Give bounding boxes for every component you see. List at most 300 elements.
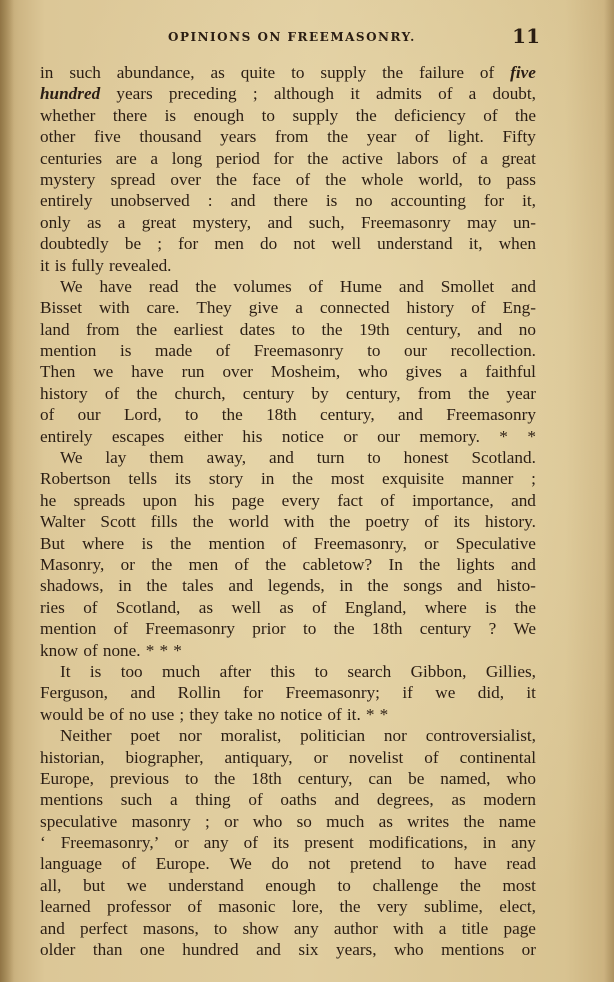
word: masonic	[218, 897, 276, 917]
text-line	[40, 661, 536, 682]
word: only	[40, 212, 71, 232]
word: cabletow?	[302, 554, 373, 574]
word: ;	[205, 811, 210, 831]
word: for	[273, 148, 294, 168]
page-edge-shadow	[604, 0, 614, 982]
word: great	[501, 148, 536, 168]
word: Europe,	[40, 768, 94, 788]
word: face	[252, 169, 281, 189]
word: have	[131, 362, 164, 382]
word: the	[329, 512, 351, 532]
word: degrees,	[376, 790, 434, 810]
word: over	[222, 362, 253, 382]
word: have	[454, 854, 487, 874]
word: search	[347, 661, 392, 681]
word: fact	[337, 490, 363, 510]
word: is	[485, 597, 497, 617]
word: none.	[102, 640, 141, 660]
word: long	[171, 148, 203, 168]
word: the	[151, 554, 173, 574]
word: ries	[40, 597, 65, 617]
text-line	[40, 725, 536, 746]
word: know	[40, 640, 79, 660]
word: named,	[440, 768, 491, 788]
word: his	[242, 426, 263, 446]
word: of	[312, 597, 327, 617]
text-line	[40, 126, 536, 147]
word: nor	[178, 726, 202, 746]
text-line	[40, 832, 536, 853]
word: hundred	[182, 940, 239, 960]
text-line	[40, 939, 536, 960]
word: and	[511, 490, 536, 510]
word: England,	[344, 597, 407, 617]
word: masons,	[142, 918, 199, 938]
word: in	[40, 63, 54, 82]
page-number: 11	[512, 24, 540, 48]
word: take	[224, 704, 253, 724]
text-line	[40, 554, 536, 575]
word: doubtedly	[40, 234, 109, 254]
word: with	[99, 298, 130, 318]
word: name	[498, 811, 536, 831]
word: of	[113, 619, 128, 639]
word: the	[214, 768, 236, 788]
word: well	[231, 597, 262, 617]
word: them	[149, 448, 184, 468]
word: the	[192, 512, 214, 532]
word: in	[482, 833, 497, 853]
word: in	[118, 576, 132, 596]
word: or	[120, 554, 135, 574]
word: do	[271, 854, 289, 874]
word: the	[325, 169, 347, 189]
word: of	[215, 341, 231, 361]
word: the	[136, 383, 158, 403]
word: mention	[208, 533, 265, 553]
word: entirely	[40, 191, 93, 211]
word: than	[92, 940, 123, 960]
word: mystery	[40, 169, 96, 189]
word: be	[408, 768, 425, 788]
word: whether	[40, 105, 96, 125]
word: *	[365, 704, 375, 724]
word: well	[331, 234, 362, 254]
word: as	[279, 597, 294, 617]
word: poetry	[365, 512, 410, 532]
word: or	[343, 426, 358, 446]
word: pretend	[349, 854, 402, 874]
word: his	[194, 490, 215, 510]
word: the	[292, 469, 314, 489]
word: century,	[345, 383, 401, 403]
word: ;	[157, 234, 163, 254]
word: not	[308, 854, 331, 874]
word: and	[130, 683, 156, 703]
word: faithful	[485, 362, 536, 382]
text-line	[40, 190, 536, 211]
word: Gillies,	[485, 661, 536, 681]
word: five	[93, 127, 121, 147]
word: the	[355, 105, 377, 125]
word: We	[60, 448, 83, 468]
word: of	[424, 747, 439, 767]
word: its	[453, 512, 470, 532]
word: language	[40, 854, 103, 874]
word: *	[145, 640, 155, 660]
word: writes	[407, 811, 450, 831]
text-line	[40, 340, 536, 361]
word: of	[83, 597, 98, 617]
word: Hume	[339, 276, 382, 296]
word: year	[366, 127, 397, 147]
word: or	[521, 940, 536, 960]
word: there	[112, 105, 148, 125]
word: of	[83, 640, 98, 660]
word: no	[129, 704, 147, 724]
word: and	[269, 448, 294, 468]
word: either	[183, 426, 223, 446]
word: :	[207, 191, 213, 211]
word: understand	[377, 234, 453, 254]
text-line	[40, 682, 536, 703]
body-text	[40, 62, 536, 960]
word: un-	[513, 212, 536, 232]
text-line	[40, 361, 536, 382]
word: be	[124, 234, 142, 254]
word: enough	[193, 105, 245, 125]
word: land	[40, 319, 70, 339]
word: is	[325, 191, 338, 211]
word: songs	[403, 576, 443, 596]
word: the	[307, 148, 329, 168]
word: and	[511, 554, 536, 574]
word: the	[468, 383, 490, 403]
word: most	[502, 875, 536, 895]
word: nor	[383, 726, 407, 746]
text-line	[40, 490, 536, 511]
word: continental	[459, 747, 536, 767]
word: who	[252, 811, 283, 831]
word: or	[174, 833, 189, 853]
word: although	[273, 84, 335, 104]
word: whole	[361, 169, 404, 189]
text-line	[40, 811, 536, 832]
word: politician	[300, 726, 366, 746]
text-line	[40, 640, 536, 661]
word: year	[506, 383, 536, 403]
word: the	[265, 554, 287, 574]
word: there	[273, 191, 308, 211]
word: of	[40, 405, 55, 425]
text-line	[40, 62, 536, 83]
word: the	[459, 875, 481, 895]
word: give	[248, 298, 279, 318]
word: any	[511, 833, 536, 853]
word: of	[414, 127, 430, 147]
word: page	[231, 490, 265, 510]
word: centuries	[40, 148, 103, 168]
word: mention	[40, 341, 97, 361]
word: volumes	[233, 276, 292, 296]
word: is	[141, 533, 153, 553]
word: a	[459, 362, 468, 382]
word: to	[185, 405, 199, 425]
word: the	[514, 597, 536, 617]
word: any	[203, 833, 229, 853]
word: perfect	[80, 918, 128, 938]
word: to	[302, 619, 317, 639]
word: as	[86, 212, 102, 232]
word: importance,	[412, 490, 494, 510]
word: the	[367, 576, 389, 596]
word: But	[40, 533, 65, 553]
word: lights	[456, 554, 495, 574]
text-line	[40, 148, 536, 169]
word: of	[187, 897, 202, 917]
word: of	[483, 105, 498, 125]
word: of	[295, 169, 311, 189]
word: notice	[281, 426, 324, 446]
word: Mosheim,	[270, 362, 341, 382]
word: who	[394, 940, 424, 960]
text-line	[40, 212, 536, 233]
word: is	[164, 105, 177, 125]
word: Freemasonry,	[313, 533, 407, 553]
word: We	[60, 276, 83, 296]
word: it.	[346, 704, 361, 724]
word: years	[220, 127, 257, 147]
word: can	[368, 768, 393, 788]
word: speculative	[40, 811, 118, 831]
word: to	[184, 768, 199, 788]
word: from	[275, 127, 309, 147]
word: world,	[418, 169, 463, 189]
word: lore,	[292, 897, 324, 917]
word: deficiency	[394, 105, 466, 125]
word: ?	[488, 619, 497, 639]
word: We	[229, 854, 252, 874]
word: story	[208, 469, 244, 489]
word: if	[402, 683, 413, 703]
word: poet	[130, 726, 160, 746]
word: no	[355, 191, 373, 211]
word: and	[267, 212, 293, 232]
word: years	[116, 84, 153, 104]
word: history	[406, 298, 455, 318]
word: and	[398, 405, 423, 425]
word: we	[126, 875, 147, 895]
word: the	[221, 405, 243, 425]
word: manner	[461, 469, 514, 489]
word: to	[291, 63, 305, 82]
word: light.	[447, 127, 484, 147]
word: they	[189, 704, 219, 724]
word: failure	[419, 63, 464, 82]
text-line	[40, 918, 536, 939]
text-line	[40, 255, 536, 276]
word: is	[89, 661, 102, 681]
word: Eng-	[502, 298, 536, 318]
text-line	[40, 511, 536, 532]
word: when	[498, 234, 536, 254]
word: title	[461, 918, 489, 938]
word: recollection.	[450, 341, 536, 361]
word: history	[40, 383, 88, 403]
word: supply	[320, 63, 367, 82]
word: all,	[40, 875, 62, 895]
word: the	[216, 169, 238, 189]
word: made	[155, 341, 193, 361]
word: and	[256, 940, 281, 960]
word: 18th	[266, 405, 297, 425]
text-line	[40, 404, 536, 425]
word: honest	[403, 448, 449, 468]
word: Lord,	[123, 405, 162, 425]
word: ;	[179, 704, 185, 724]
word: with	[393, 918, 424, 938]
word: biographer,	[125, 747, 204, 767]
word: to	[314, 661, 328, 681]
word: after	[219, 661, 252, 681]
word: professor	[107, 897, 172, 917]
word: by	[311, 383, 329, 403]
word: from	[417, 383, 452, 403]
word: 18th	[251, 768, 282, 788]
word: lay	[105, 448, 127, 468]
word: the	[382, 63, 404, 82]
word: mentions	[40, 790, 104, 810]
word: author	[333, 918, 378, 938]
word: the	[333, 619, 355, 639]
word: page	[503, 918, 536, 938]
word: Smollet	[440, 276, 495, 296]
word: of	[471, 298, 486, 318]
word: *	[379, 704, 389, 724]
word: exquisite	[382, 469, 445, 489]
word: preceding	[168, 84, 237, 104]
word: Walter	[40, 512, 86, 532]
word: it,	[522, 191, 536, 211]
word: to	[477, 169, 492, 189]
word: antiquary,	[224, 747, 293, 767]
word: enough	[265, 875, 316, 895]
word: of	[109, 704, 124, 724]
word: gives	[405, 362, 442, 382]
word: too	[120, 661, 143, 681]
word: ‘	[40, 833, 46, 853]
word: *	[527, 426, 536, 446]
page-header	[40, 24, 540, 48]
word: spread	[110, 169, 156, 189]
word: mention	[40, 619, 97, 639]
word: be	[88, 704, 105, 724]
word: doubt,	[492, 84, 536, 104]
word: century,	[406, 319, 461, 339]
word: from	[86, 319, 120, 339]
word: six	[298, 940, 319, 960]
word: for	[243, 683, 264, 703]
word: connected	[319, 298, 390, 318]
word: do	[260, 234, 278, 254]
word: abundance,	[116, 63, 195, 82]
word: or	[313, 747, 328, 767]
word: century	[419, 619, 472, 639]
word: we	[93, 362, 114, 382]
text-line	[40, 169, 536, 190]
word: learned	[40, 897, 91, 917]
text-line	[40, 789, 536, 810]
word: century,	[319, 405, 375, 425]
word: modifications,	[368, 833, 468, 853]
word: Speculative	[455, 533, 536, 553]
word: read	[148, 276, 179, 296]
word: is	[54, 255, 67, 275]
word: this	[270, 661, 296, 681]
word: did,	[477, 683, 504, 703]
word: with	[283, 512, 315, 532]
word: tells	[128, 469, 158, 489]
word: spreads	[73, 490, 126, 510]
word: the	[136, 319, 158, 339]
word: of	[243, 833, 258, 853]
word: ;	[531, 469, 536, 489]
word: pass	[506, 169, 536, 189]
word: labors	[396, 148, 439, 168]
word: admits	[376, 84, 422, 104]
word: Scott	[100, 512, 136, 532]
word: Fifty	[502, 127, 536, 147]
word: Freemasonry	[446, 405, 536, 425]
word: and	[334, 790, 360, 810]
text-line	[40, 875, 536, 896]
word: such	[120, 790, 153, 810]
word: men	[188, 554, 219, 574]
word: challenge	[372, 875, 439, 895]
word: who	[506, 768, 536, 788]
word: *	[173, 640, 182, 660]
word: years,	[335, 940, 377, 960]
word: understand	[168, 875, 244, 895]
text-line	[40, 533, 536, 554]
word: our	[77, 405, 101, 425]
word: They	[196, 298, 232, 318]
word: active	[341, 148, 383, 168]
text-line	[40, 233, 536, 254]
word: a	[117, 212, 126, 232]
word: of	[234, 554, 249, 574]
word: of	[424, 512, 439, 532]
word: *	[499, 426, 508, 446]
word: run	[181, 362, 205, 382]
word: to	[291, 319, 305, 339]
word: not	[293, 234, 316, 254]
word: century	[242, 383, 295, 403]
running-head: OPINIONS ON FREEMASONRY.	[168, 30, 416, 44]
word: fully	[71, 255, 104, 275]
word: very	[377, 897, 408, 917]
word: in	[260, 469, 275, 489]
word: the	[515, 105, 536, 125]
text-line	[40, 319, 536, 340]
word: legends,	[267, 576, 325, 596]
word: we	[435, 683, 456, 703]
word: over	[170, 169, 201, 189]
word: of	[452, 148, 467, 168]
word: Scotland,	[115, 597, 181, 617]
word: to	[367, 448, 381, 468]
word: older	[40, 940, 76, 960]
